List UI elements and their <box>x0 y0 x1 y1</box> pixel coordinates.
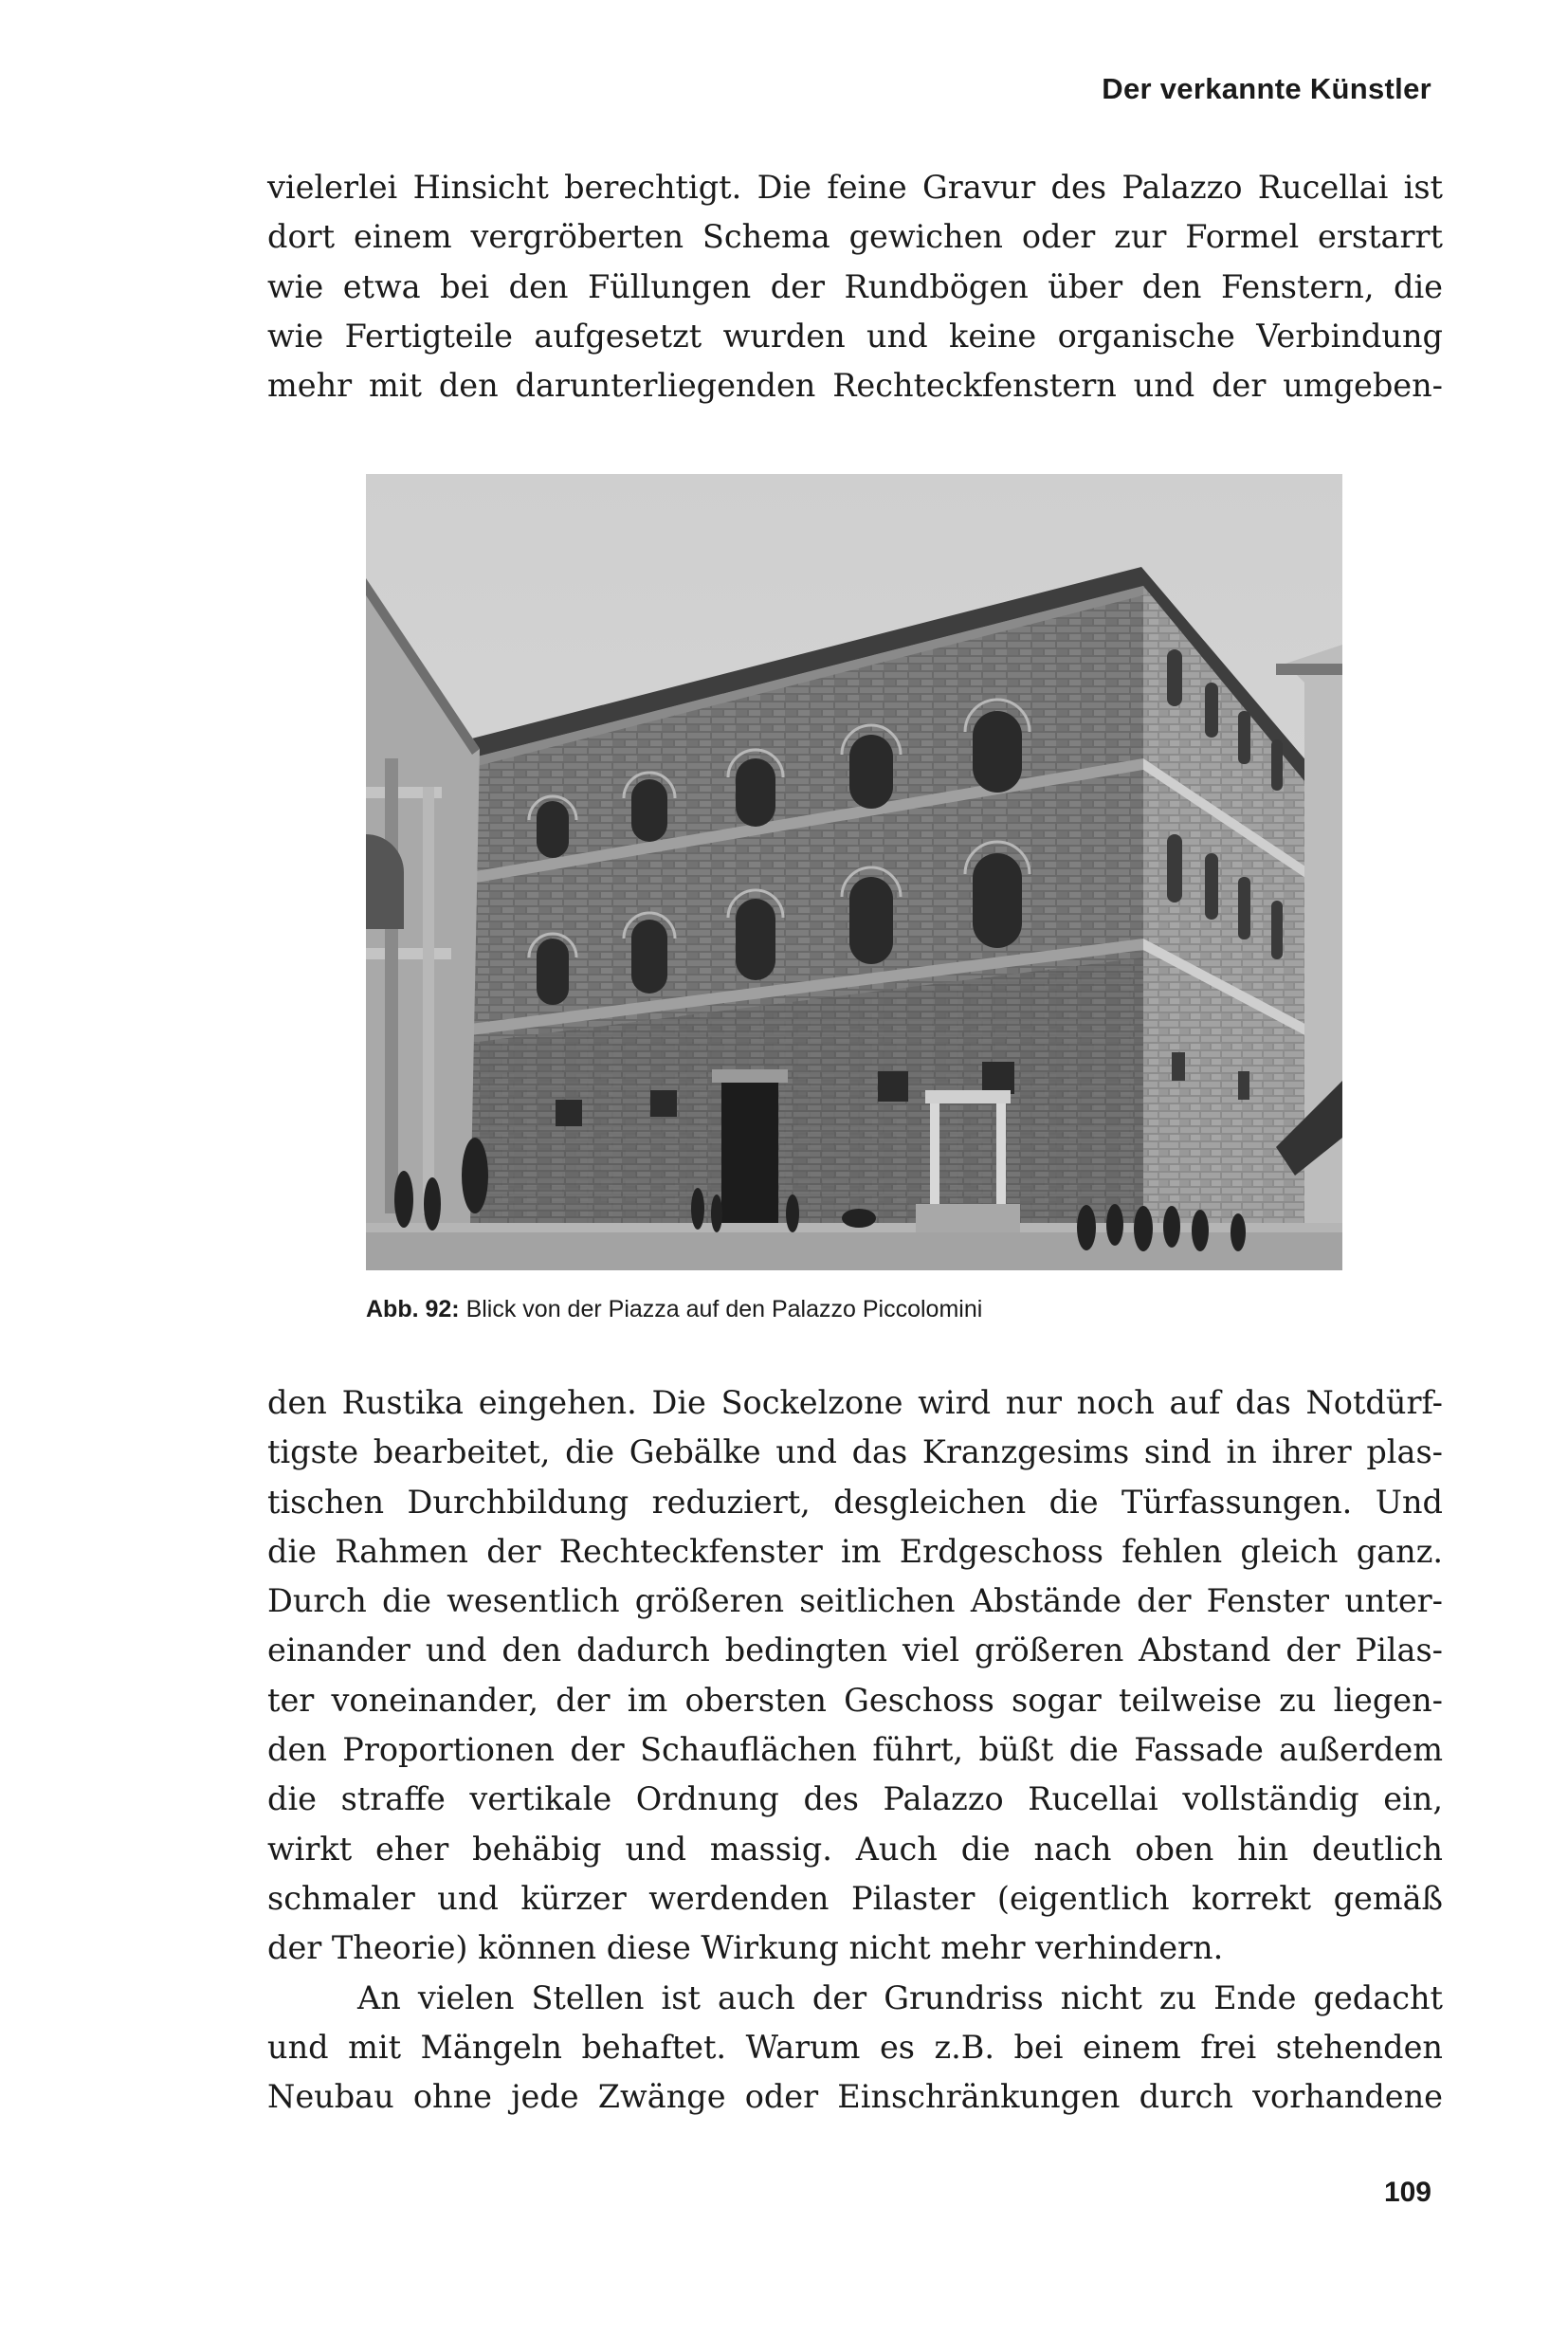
text-line: wie Fertigteile aufgesetzt wurden und keine organische Verbindung <box>267 317 1443 355</box>
body-text-bottom <box>267 1378 1443 2122</box>
text-line: mehr mit den darunterliegenden Rechteckfenstern und der umgeben- <box>267 367 1443 405</box>
figure-caption <box>366 1296 982 1323</box>
text-line: der Theorie) können diese Wirkung nicht mehr verhindern. <box>267 1929 1224 1967</box>
text-line: Durch die wesentlich größeren seitlichen Abstände der Fenster unter- <box>267 1582 1443 1620</box>
caption-text: Blick von der Piazza auf den Palazzo Piccolomini <box>465 1296 983 1322</box>
paragraph <box>267 1378 1443 1974</box>
paragraph <box>267 163 1443 410</box>
text-line: einander und den dadurch bedingten viel größeren Abstand der Pilas- <box>267 1632 1443 1669</box>
text-line: wie etwa bei den Füllungen der Rundbögen über den Fenstern, die <box>267 267 1443 305</box>
text-line: schmaler und kürzer werdenden Pilaster (eigentlich korrekt gemäß <box>267 1879 1443 1917</box>
text-line: tigste bearbeitet, die Gebälke und das Kranzgesims sind in ihrer plas- <box>267 1433 1443 1471</box>
figure-photo <box>366 474 1342 1270</box>
text-line: vielerlei Hinsicht berechtigt. Die feine Gravur des Palazzo Rucellai ist <box>267 169 1443 206</box>
text-line: die Rahmen der Rechteckfenster im Erdgeschoss fehlen gleich ganz. <box>267 1532 1443 1570</box>
text-line: An vielen Stellen ist auch der Grundriss nicht zu Ende gedacht <box>357 1978 1443 2016</box>
text-line: den Rustika eingehen. Die Sockelzone wird nur noch auf das Notdürf- <box>267 1384 1443 1421</box>
text-line: und mit Mängeln behaftet. Warum es z.B. bei einem frei stehenden <box>267 2028 1443 2066</box>
text-line: den Proportionen der Schauflächen führt, büßt die Fassade außerdem <box>267 1731 1443 1769</box>
palazzo-photo-illustration <box>366 474 1342 1270</box>
page-number: 109 <box>1383 2177 1431 2208</box>
text-line: die straffe vertikale Ordnung des Palazzo Rucellai vollständig ein, <box>267 1780 1443 1818</box>
caption-label: Abb. 92: <box>366 1296 460 1322</box>
text-line: ter voneinander, der im obersten Geschoss sogar teilweise zu liegen- <box>267 1681 1443 1719</box>
text-line: dort einem vergröberten Schema gewichen oder zur Formel erstarrt <box>267 218 1443 256</box>
body-text-top <box>267 163 1443 410</box>
text-line: wirkt eher behäbig und massig. Auch die nach oben hin deutlich <box>267 1830 1443 1868</box>
paragraph <box>267 1974 1443 2123</box>
running-head: Der verkannte Künstler <box>1102 72 1431 105</box>
text-line: tischen Durchbildung reduziert, desgleichen die Türfassungen. Und <box>267 1483 1443 1521</box>
text-line: Neubau ohne jede Zwänge oder Einschränkungen durch vorhandene <box>267 2078 1443 2116</box>
